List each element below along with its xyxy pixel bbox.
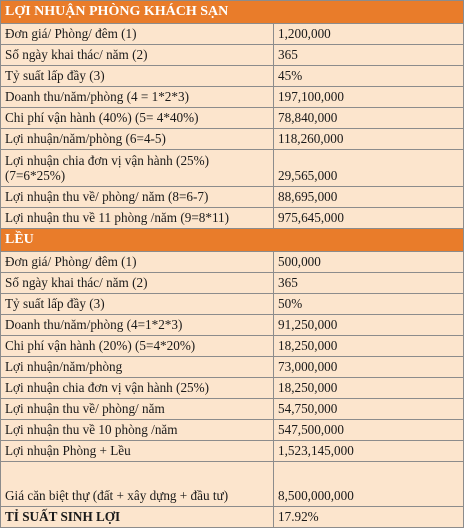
- row-value: 365: [278, 275, 298, 290]
- row-label: Lợi nhuận thu về/ phòng/ năm (8=6-7): [1, 187, 274, 207]
- row-value: 18,250,000: [278, 380, 338, 395]
- row-value: 365: [278, 47, 298, 62]
- table-row: [1, 252, 463, 273]
- row-value: 78,840,000: [278, 110, 338, 125]
- row-value: 500,000: [278, 254, 321, 269]
- table-row: [1, 66, 463, 87]
- table-row: [1, 315, 463, 336]
- table-row: [1, 378, 463, 399]
- row-value: 50%: [278, 296, 303, 311]
- row-label: Lợi nhuận thu về 10 phòng /năm: [1, 420, 274, 440]
- row-label: Doanh thu/năm/phòng (4 = 1*2*3): [1, 87, 274, 107]
- row-label: Tỷ suất lấp đầy (3): [1, 66, 274, 86]
- table-row: [1, 441, 463, 462]
- row-value: 18,250,000: [278, 338, 338, 353]
- row-label: Tỷ suất lấp đầy (3): [1, 294, 274, 314]
- row-value: 8,500,000,000: [278, 488, 354, 503]
- row-value: 29,565,000: [278, 168, 338, 183]
- row-value: 45%: [278, 68, 303, 83]
- row-value: 975,645,000: [278, 210, 344, 225]
- table-row: [1, 108, 463, 129]
- row-label: Đơn giá/ Phòng/ đêm (1): [1, 252, 274, 272]
- row-value: 1,200,000: [278, 26, 331, 41]
- row-label: Lợi nhuận chia đơn vị vận hành (25%) (7=6*25%): [1, 150, 274, 186]
- table-row: [1, 150, 463, 187]
- row-value: 88,695,000: [278, 189, 338, 204]
- row-value: 197,100,000: [278, 89, 344, 104]
- section-header-tents: LỀU: [1, 229, 463, 252]
- row-label: Lợi nhuận Phòng + Lều: [1, 441, 274, 461]
- row-label: Số ngày khai thác/ năm (2): [1, 45, 274, 65]
- table-row: [1, 129, 463, 150]
- row-value: 1,523,145,000: [278, 443, 354, 458]
- row-value: 91,250,000: [278, 317, 338, 332]
- table-row: [1, 187, 463, 208]
- row-label: Giá căn biệt thự (đất + xây dựng + đầu tư): [1, 462, 274, 506]
- row-value: 547,500,000: [278, 422, 344, 437]
- return-rate-value: 17.92%: [278, 509, 319, 524]
- table-row: [1, 24, 463, 45]
- row-label: Lợi nhuận/năm/phòng: [1, 357, 274, 377]
- table-row: [1, 462, 463, 507]
- row-value: 54,750,000: [278, 401, 338, 416]
- table-row: [1, 336, 463, 357]
- table-row: [1, 399, 463, 420]
- row-label: Lợi nhuận/năm/phòng (6=4-5): [1, 129, 274, 149]
- row-value: 118,260,000: [278, 131, 344, 146]
- row-label: Doanh thu/năm/phòng (4=1*2*3): [1, 315, 274, 335]
- row-label: Chi phí vận hành (20%) (5=4*20%): [1, 336, 274, 356]
- row-label: Lợi nhuận chia đơn vị vận hành (25%): [1, 378, 274, 398]
- row-label: Số ngày khai thác/ năm (2): [1, 273, 274, 293]
- row-value: 73,000,000: [278, 359, 338, 374]
- section-header-hotel-rooms: LỢI NHUẬN PHÒNG KHÁCH SẠN: [1, 1, 463, 24]
- return-rate-label: TỈ SUẤT SINH LỢI: [1, 507, 274, 527]
- row-label: Lợi nhuận thu về 11 phòng /năm (9=8*11): [1, 208, 274, 228]
- row-label: Chi phí vận hành (40%) (5= 4*40%): [1, 108, 274, 128]
- table-row: [1, 273, 463, 294]
- table-row: [1, 357, 463, 378]
- table-row: [1, 294, 463, 315]
- table-row: [1, 45, 463, 66]
- table-row: [1, 420, 463, 441]
- table-row-return-rate: [1, 507, 463, 527]
- row-label: Đơn giá/ Phòng/ đêm (1): [1, 24, 274, 44]
- row-label: Lợi nhuận thu về/ phòng/ năm: [1, 399, 274, 419]
- table-row: [1, 87, 463, 108]
- table-row: [1, 208, 463, 229]
